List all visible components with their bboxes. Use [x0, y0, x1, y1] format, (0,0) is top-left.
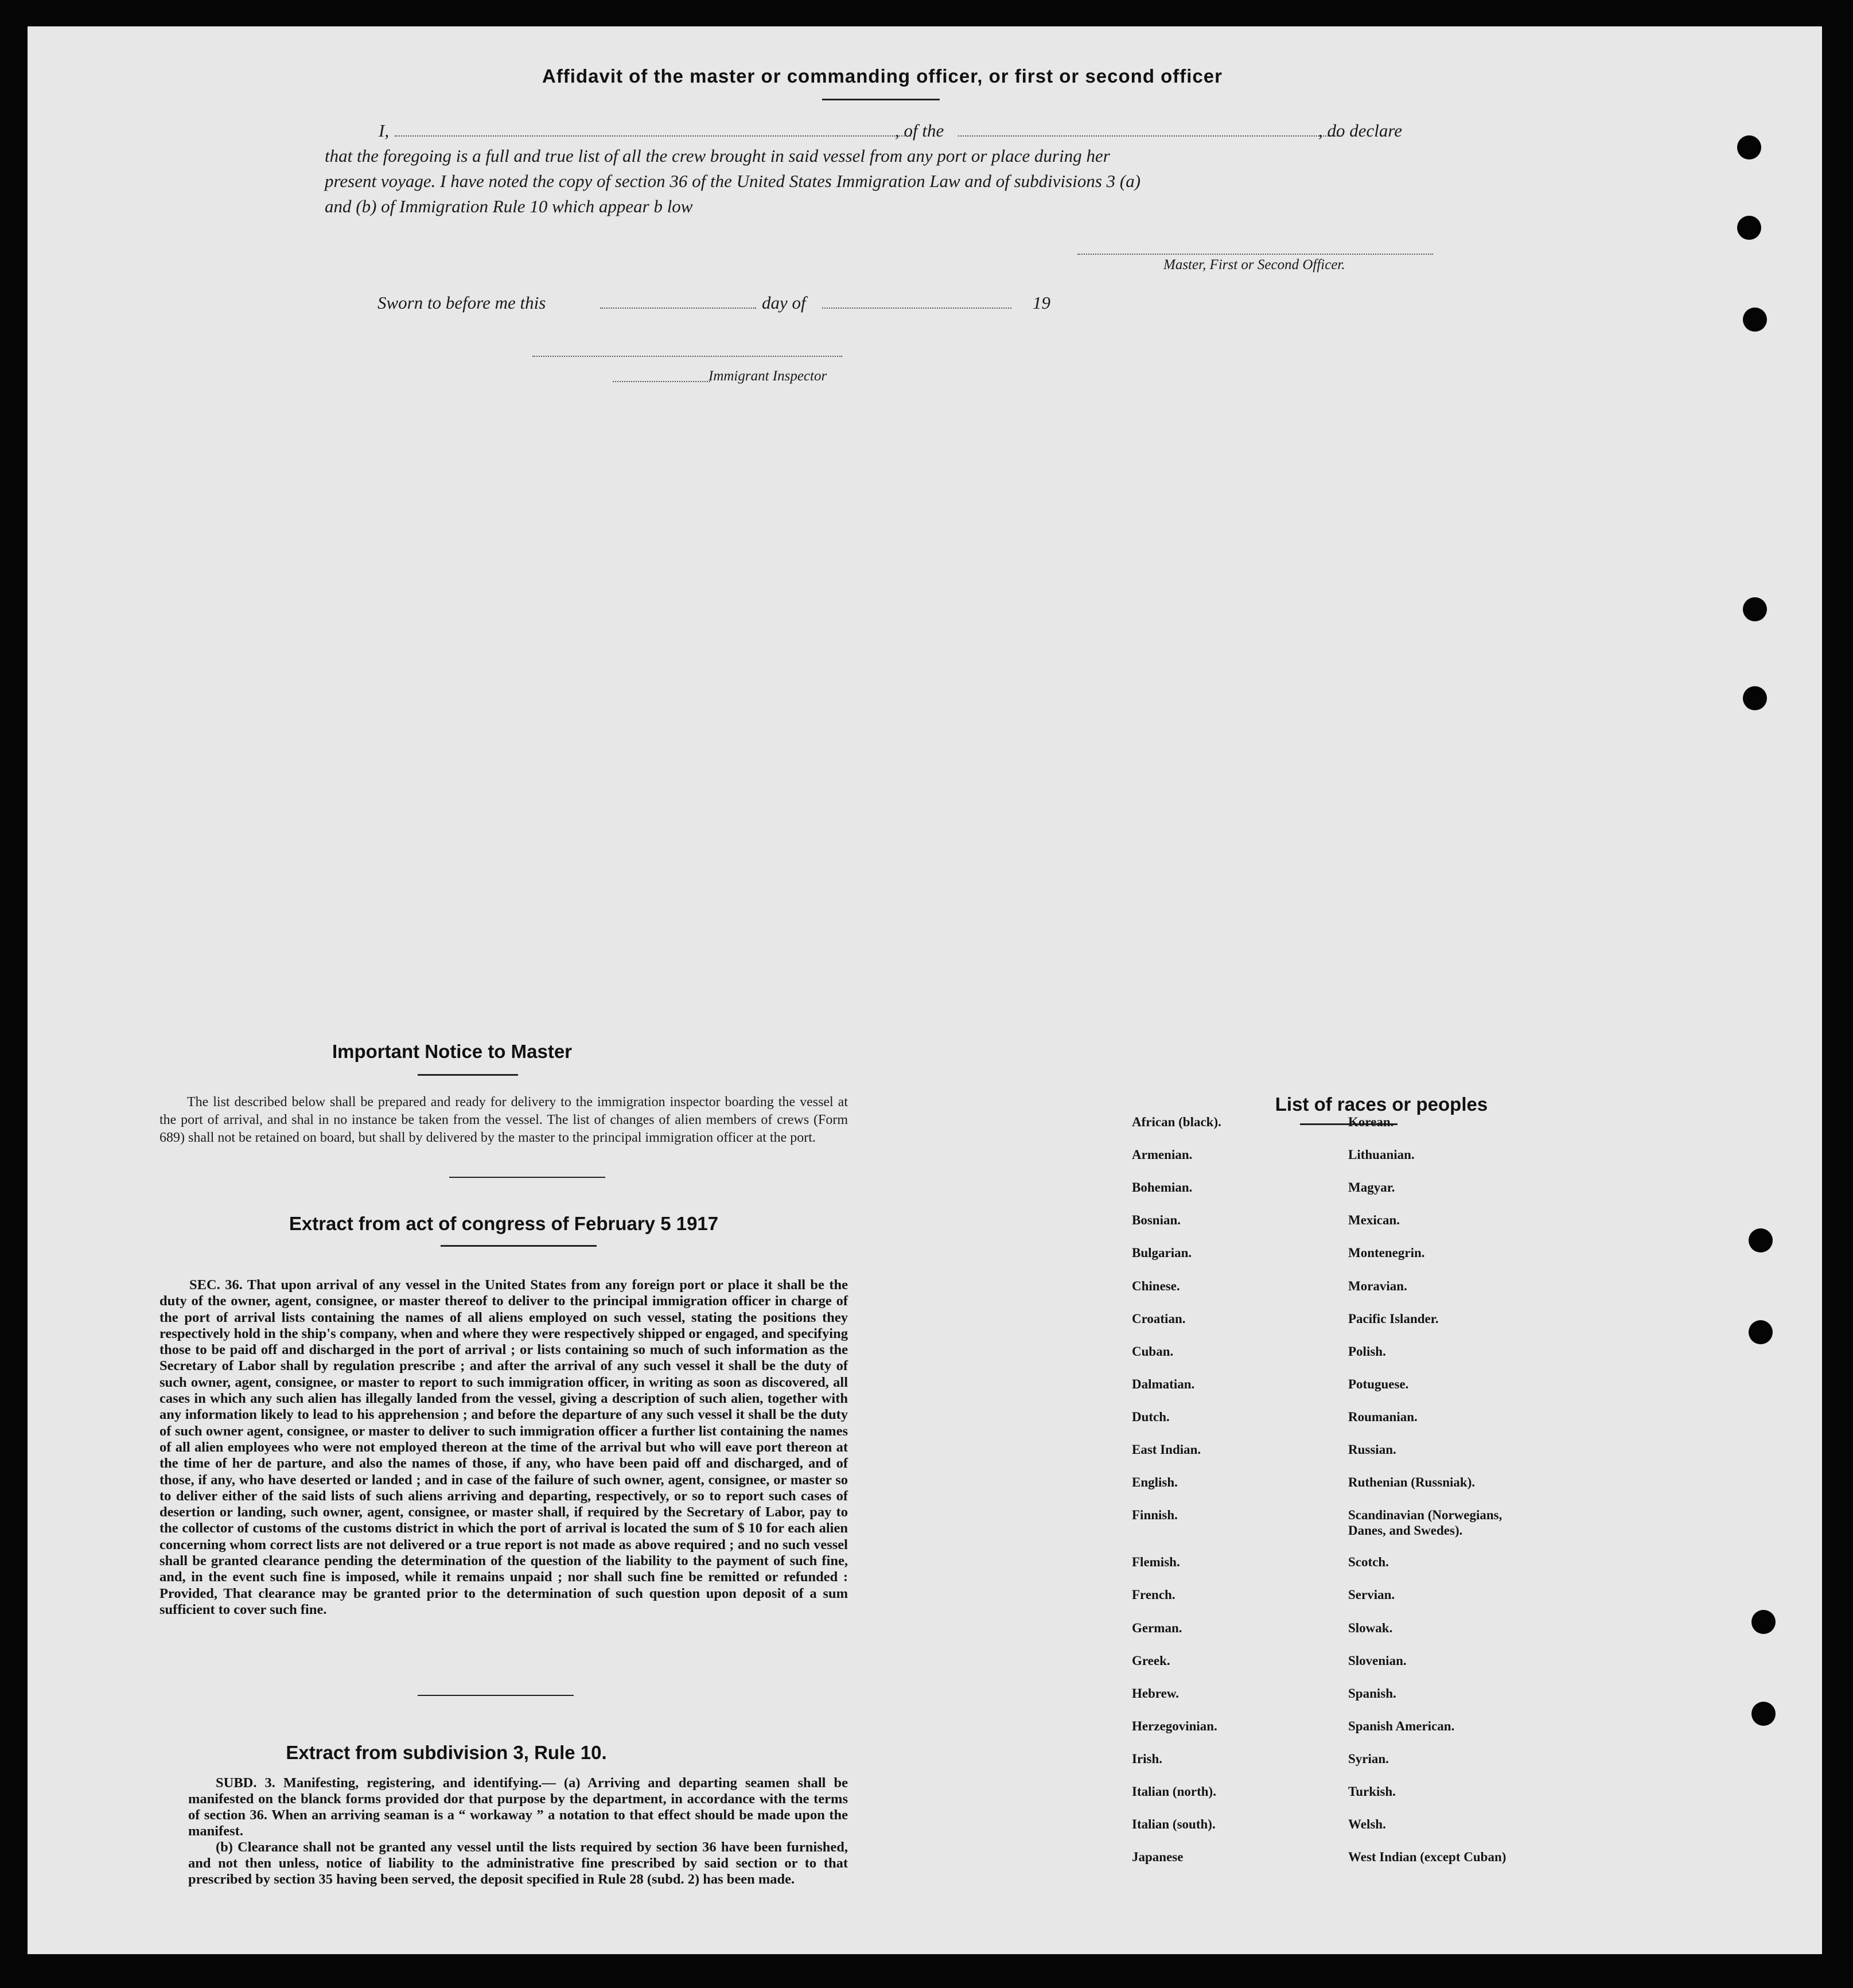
sworn-month-blank[interactable] [822, 308, 1011, 309]
race-item: Polish. [1348, 1344, 1386, 1359]
races-title: List of races or peoples [1275, 1094, 1488, 1115]
section-36-text: SEC. 36. That upon arrival of any vessel in the United States from any foreign port or place it shall be the duty of the owner, agent, consignee, or master thereof to deliver to the principal immigration officer in charge of the port of arrival lists containing the names of all aliens employed on such vessel, stating the positions they respectively hold in the ship's company, when and where they were respectively shipped or engaged, and specifying those to be paid off and discharged in the port of arrival ; or lists containing so much of such information as the Secretary of Labor shall by regulation prescribe ; and after the arrival of any such vessel it shall be the duty of such owner, agent, consignee, or master to report to such immigration officer, in writing as soon as discovered, all cases in which any such alien has illegally landed from the vessel, giving a description of such alien, together with any information likely to lead to his apprehension ; and before the departure of any such vessel it shall be the duty of such owner agent, consignee, or master to deliver to such immigration officer a further list containing the names of all alien employees who were not employed thereon at the time of the arrival but who will eave port thereon at the time of her de parture, and also the names of those, if any, who have been paid off and discharged, and of those, if any, who have deserted or landed ; and in case of the failure of such owner, agent, consignee, or master so to deliver either of the said lists of such aliens arriving and departing, respectively, or so to report such cases of desertion or landing, such owner, agent, consignee, or master shall, if required by the Secretary of Labor, pay to the collector of customs of the customs district in which the port of arrival is located the sum of $ 10 for each alien concerning whom correct lists are not delivered or a true report is not made as above required ; and no such vessel shall be granted clearance pending the determination of the question of the liability to the payment of such fine, and, in the event such fine is imposed, while it remains unpaid ; nor shall such fine be remitted or refunded : Provided, That clearance may be granted prior to the determination of such question upon deposit of a sum sufficient to cover such fine. [159, 1277, 848, 1617]
race-item: Irish. [1132, 1751, 1163, 1766]
race-item: Greek. [1132, 1653, 1170, 1668]
affidavit-line-2: that the foregoing is a full and true list of all the crew brought in said vessel from any port or place during her [325, 146, 1110, 166]
race-item: Moravian. [1348, 1278, 1407, 1293]
race-item: Dutch. [1132, 1409, 1170, 1424]
race-item: French. [1132, 1588, 1175, 1602]
race-item: Potuguese. [1348, 1376, 1409, 1391]
race-item: East Indian. [1132, 1442, 1201, 1457]
binder-hole [1743, 686, 1767, 710]
binder-hole [1743, 597, 1767, 621]
race-item: Slowak. [1348, 1620, 1393, 1635]
subdivision-b-text: (b) Clearance shall not be granted any vessel until the lists required by section 36 have been furnished, and not then unless, notice of liability to the administrative fine prescribed by said section or to that prescribed by section 35 having been served, the deposit specified in Rule 28 (subd. 2) has been made. [188, 1839, 848, 1887]
race-item: African (black). [1132, 1115, 1221, 1129]
title-underline [822, 99, 940, 100]
race-item: Dalmatian. [1132, 1376, 1195, 1391]
name-blank[interactable] [395, 135, 911, 137]
binder-hole [1749, 1228, 1773, 1252]
race-item: Armenian. [1132, 1147, 1193, 1162]
master-signature-blank[interactable] [1077, 254, 1433, 255]
race-item: Bosnian. [1132, 1213, 1181, 1228]
race-item: Servian. [1348, 1588, 1395, 1602]
race-item: Italian (north). [1132, 1784, 1216, 1799]
race-item: Scandinavian (Norwegians, Danes, and Swedes). [1348, 1508, 1502, 1538]
race-item: Syrian. [1348, 1751, 1389, 1766]
inspector-signature-blank[interactable] [532, 356, 842, 357]
race-item: Chinese. [1132, 1278, 1180, 1293]
section-divider [449, 1177, 605, 1178]
race-item: Turkish. [1348, 1784, 1396, 1799]
section-divider [418, 1695, 574, 1696]
binder-hole [1737, 135, 1761, 159]
race-item: Finnish. [1132, 1508, 1178, 1523]
race-item: Spanish. [1348, 1686, 1396, 1701]
race-item: Italian (south). [1132, 1817, 1216, 1832]
race-item: Roumanian. [1348, 1409, 1418, 1424]
day-of-label: day of [762, 293, 806, 313]
rule10-title: Extract from subdivision 3, Rule 10. [286, 1742, 607, 1763]
notice-title: Important Notice to Master [332, 1041, 573, 1062]
race-item: Russian. [1348, 1442, 1396, 1457]
extract-underline [441, 1245, 597, 1247]
race-item: Flemish. [1132, 1555, 1180, 1570]
affidavit-of-the: , of the [895, 120, 944, 141]
binder-hole [1749, 1320, 1773, 1344]
race-item: Mexican. [1348, 1213, 1400, 1228]
binder-hole [1743, 308, 1767, 332]
race-item: Japanese [1132, 1850, 1184, 1865]
race-item: Slovenian. [1348, 1653, 1407, 1668]
race-item: Welsh. [1348, 1817, 1386, 1832]
race-item: Bulgarian. [1132, 1246, 1192, 1261]
race-item: Croatian. [1132, 1311, 1186, 1326]
notice-text: The list described below shall be prepared and ready for delivery to the immigration inspector boarding the vessel at the port of arrival, and shal in no instance be taken from the vessel. The list of changes of alien members of crews (Form 689) shall not be retained on board, but shall by delivered by the master to the principal immigration officer at the port. [159, 1095, 848, 1145]
affidavit-i: I, [379, 120, 390, 141]
binder-hole [1751, 1702, 1776, 1726]
race-item: Magyar. [1348, 1180, 1395, 1195]
vessel-blank[interactable] [958, 135, 1342, 137]
extract-title: Extract from act of congress of February 5 1917 [289, 1213, 719, 1234]
affidavit-line-4: and (b) of Immigration Rule 10 which appear b low [325, 196, 693, 216]
race-item: Scotch. [1348, 1555, 1389, 1570]
master-signature-label: Master, First or Second Officer. [1163, 257, 1345, 273]
race-item: Lithuanian. [1348, 1147, 1415, 1162]
race-item: English. [1132, 1475, 1178, 1490]
sworn-day-blank[interactable] [600, 308, 756, 309]
race-item: Spanish American. [1348, 1718, 1455, 1733]
inspector-label: Immigrant Inspector [708, 368, 827, 384]
race-item: West Indian (except Cuban) [1348, 1850, 1506, 1865]
affidavit-line-3: present voyage. I have noted the copy of section 36 of the United States Immigration Law and of subdivisions 3 (a) [325, 171, 1141, 191]
binder-hole [1737, 216, 1761, 240]
year-label: 19 [1033, 293, 1050, 313]
notice-underline [418, 1074, 518, 1076]
race-item: Ruthenian (Russniak). [1348, 1475, 1476, 1490]
race-item: Montenegrin. [1348, 1246, 1425, 1261]
race-item: Pacific Islander. [1348, 1311, 1439, 1326]
race-item: German. [1132, 1620, 1182, 1635]
affidavit-title: Affidavit of the master or commanding officer, or first or second officer [542, 65, 1223, 87]
inspector-signature-blank-short[interactable] [613, 381, 710, 382]
race-item: Hebrew. [1132, 1686, 1179, 1701]
sworn-label: Sworn to before me this [377, 293, 546, 313]
race-item: Cuban. [1132, 1344, 1174, 1359]
race-item: Herzegovinian. [1132, 1718, 1217, 1733]
race-item: Korean. [1348, 1115, 1394, 1129]
document-sheet [28, 26, 1822, 1954]
race-item: Bohemian. [1132, 1180, 1193, 1195]
binder-hole [1751, 1610, 1776, 1634]
affidavit-do-declare: , do declare [1318, 120, 1403, 141]
subdivision-a-text: SUBD. 3. Manifesting, registering, and identifying.— (a) Arriving and departing seamen shall be manifested on the blanck forms provided dor that purpose by the department, in accordance with the terms of section 36. When an arriving seaman is a “ workaway ” a notation to that effect should be made upon the manifest. [188, 1775, 848, 1839]
